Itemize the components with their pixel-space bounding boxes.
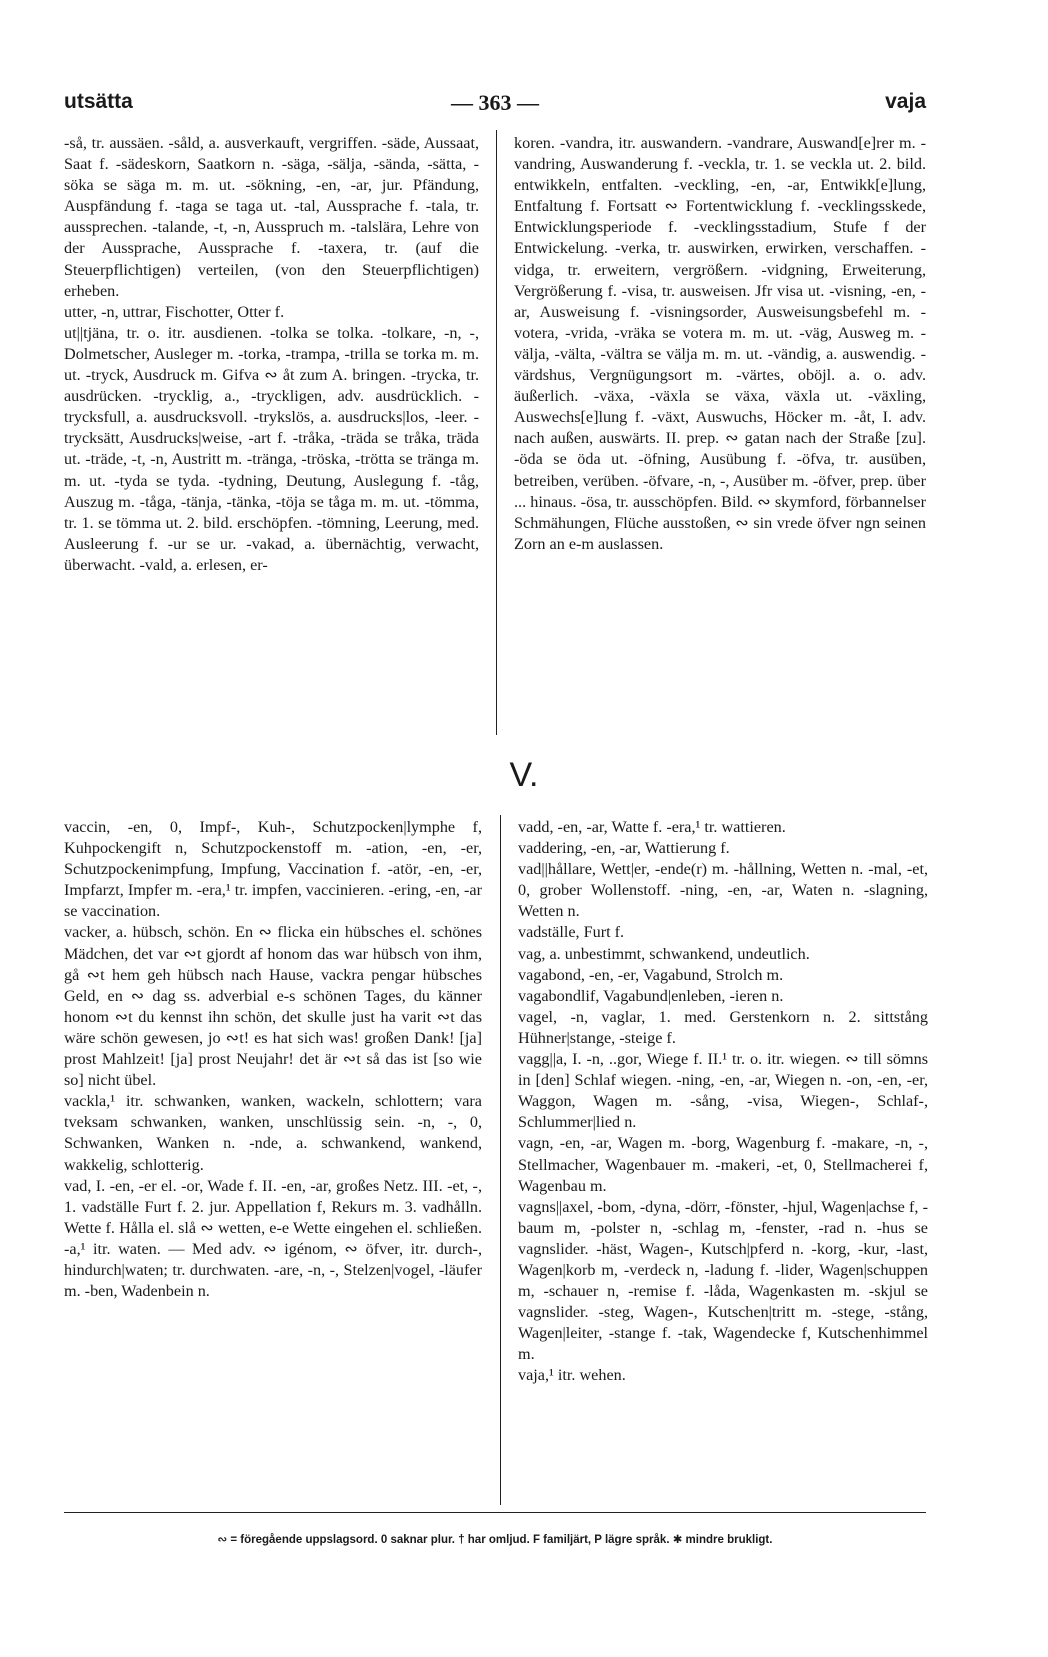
- entry: vaccin, -en, 0, Impf-, Kuh-, Schutzpocken|lymphe f, Kuhpockengift n, Schutzpockenstoff m. -ation, -en, -er, Schutzpockenimpfung, Impfung, Vaccination f. -atör, -en, -er, Impfarzt, Impfer m. -era,¹ tr. impfen, vaccinieren. -ering, -en, -ar se vaccination.: [64, 818, 482, 921]
- entry: vackla,¹ itr. schwanken, wanken, wackeln, schlottern; vara tveksam schwanken, wanken, unschlüssig sein. -n, -, 0, Schwanken, Wanken n. -nde, a. schwankend, wankend, wakkelig, schlotterig.: [64, 1092, 482, 1174]
- footer-rule: [64, 1512, 926, 1513]
- column-2-upper-right: [514, 133, 926, 555]
- right-running-headword: vaja: [885, 90, 926, 113]
- entry: koren. -vandra, itr. auswandern. -vandrare, Auswand[e]rer m. -vandring, Auswanderung f. -veckla, tr. 1. se veckla ut. 2. bild. entwikkeln, entfalten. -veckling, -en, -ar, Entwikk[e]lung, Entfaltung f. Fortsatt ∾ Fortentwicklung f. -vecklingsskede, Entwicklungsperiode f. -vecklingsstadium, Stufe f der Entwickelung. -verka, tr. auswirken, erwirken, verschaffen. -vidga, tr. erweitern, vergrößern. -vidgning, Erweiterung, Vergrößerung f. -visa, tr. ausweisen. Jfr visa ut. -visning, -en, -ar, Ausweisung f. -visningsorder, Ausweisungsbefehl m. -votera, -vrida, -vräka se votera m. m. ut. -väg, Ausweg m. -välja, -välta, -vältra se välja m. m. ut. -vändig, a. auswendig. -värdshus, Vergnügungsort m. -värtes, oböjl. a. o. adv. äußerlich. -växa, -växla se växa, växla ut. -växling, Auswechs[e]lung f. -växt, Auswuchs, Höcker m. -åt, I. adv. nach außen, auswärts. II. prep. ∾ gatan nach der Straße [zu]. -öda se öda ut. -öfning, Ausübung f. -öfva, tr. ausüben, betreiben, verüben. -öfvare, -n, -, Ausüber m. -öfver, prep. über ... hinaus. -ösa, tr. ausschöpfen. Bild. ∾ skymford, förbannelser Schmähungen, Flüche ausstoßen, ∾ sin vrede öfver ngn seinen Zorn an e-m auslassen.: [514, 134, 926, 553]
- entry: vagn, -en, -ar, Wagen m. -borg, Wagenburg f. -makare, -n, -, Stellmacher, Wagenbauer m. -makeri, -et, 0, Stellmacherei f, Wagenbau m.: [518, 1134, 928, 1195]
- column-1-upper-left: [64, 133, 479, 576]
- left-running-headword: utsätta: [64, 90, 133, 113]
- entry: ut||tjäna, tr. o. itr. ausdienen. -tolka se tolka. -tolkare, -n, -, Dolmetscher, Ausleger m. -torka, -trampa, -trilla se torka m. m. ut. -tryck, Ausdruck m. Gifva ∾ åt zum A. bringen. -trycka, tr. ausdrücken. -trycklig, a., -tryckligen, adv. ausdrücklich. -trycksfull, a. ausdrucksvoll. -trykslös, a. ausdrucks|los, -leer. -trycksätt, Ausdrucks|weise, -art f. -tråka, -träda se tråka, träda ut. -träde, -t, -n, Austritt m. -tränga, -tröska, -trötta se tränga m. m. ut. -tyda se tyda. -tydning, Deutung, Auslegung f. -tåg, Auszug m. -tåga, -tänja, -tänka, -töja se tåga m. m. ut. -tömma, tr. 1. se tömma ut. 2. bild. erschöpfen. -tömning, Leerung, med. Ausleerung f. -ur se ur. -vakad, a. übernächtig, verwacht, überwacht. -vald, a. erlesen, er-: [64, 323, 479, 574]
- abbreviation-legend: ∾ = föregående uppslagsord. 0 saknar plur. † har omljud. F familjärt, P lägre språk. ✱ mindre brukligt.: [217, 1534, 773, 1546]
- entry: vadställe, Furt f.: [518, 923, 625, 942]
- entry: vacker, a. hübsch, schön. En ∾ flicka ein hübsches el. schönes Mädchen, det var ∾t gjordt af honom das war hübsch von ihm, gå ∾t hem geh hübsch nach Hause, vackra pengar hübsches Geld, en ∾ dag ss. adverbial e-s schönen Tages, du känner honom ∾t du kennst ihn schön, det skulle just ha varit ∾t das wäre schön gewesen, jo ∾t! es hat sich was! großen Dank! [ja] prost Mahlzeit! [ja] prost Neujahr! det är ∾t så das ist [so wie so] nicht übel.: [64, 923, 482, 1090]
- entry: vaddering, -en, -ar, Wattierung f.: [518, 839, 730, 858]
- page-number: — 363 —: [451, 90, 539, 115]
- entry: vagg||a, I. -n, ..gor, Wiege f. II.¹ tr. o. itr. wiegen. ∾ till sömns in [den] Schlaf wiegen. -ning, -en, -ar, Wiegen n. -on, -en, -er, Waggon, Wagen m. -sång, -visa, Wiegen-, Schlaf-, Schlummer|lied n.: [518, 1050, 928, 1132]
- entry: vagns||axel, -bom, -dyna, -dörr, -fönster, -hjul, Wagen|achse f, -baum m, -polster n, -schlag m, -fenster, -rad n. -hus se vagnslider. -häst, Wagen-, Kutsch|pferd n. -korg, -kur, -last, Wagen|korb m, -verdeck n, -ladung f. -lider, Wagen|schuppen m, -schauer n, -remise f. -låda, Wagenkasten m. -skjul se vagnslider. -steg, Wagen-, Kutschen|tritt m. -stege, -stång, Wagen|leiter, -stange f. -tak, Wagendecke f, Kutschenhimmel m.: [518, 1197, 928, 1364]
- section-letter: V.: [509, 756, 539, 794]
- entry: vag, a. unbestimmt, schwankend, undeutlich.: [518, 944, 810, 963]
- entry: vad, I. -en, -er el. -or, Wade f. II. -en, -ar, großes Netz. III. -et, -, 1. vadställe Furt f. 2. jur. Appellation f, Rekurs m. 3. vadhålln. Wette f. Hålla el. slå ∾ wetten, e-e Wette eingehen el. schließen. -a,¹ itr. waten. — Med adv. ∾ igénom, ∾ öfver, itr. durch-, hindurch|waten; tr. durchwaten. -are, -n, -, Stelzen|vogel, -läufer m. -ben, Wadenbein n.: [64, 1176, 482, 1301]
- entry: utter, -n, uttrar, Fischotter, Otter f.: [64, 302, 285, 321]
- column-3-lower-left: [64, 817, 482, 1302]
- entry: -så, tr. aussäen. -såld, a. ausverkauft, vergriffen. -säde, Aussaat, Saat f. -sädeskorn, Saatkorn n. -säga, -sälja, -sända, -sätta, -söka se säga m. m. ut. -sökning, -en, -ar, jur. Pfändung, Auspfändung f. -taga se taga ut. -tal, Aussprache f. -tala, tr. aussprechen. -talande, -t, -n, Ausspruch m. -talslära, Lehre von der Aussprache, Aussprache f. -taxera, tr. (auf die Steuerpflichtigen) verteilen, (von den Steuerpflichtigen) erheben.: [64, 134, 479, 300]
- entry: vadd, -en, -ar, Watte f. -era,¹ tr. wattieren.: [518, 818, 786, 836]
- column-divider-lower: [500, 815, 501, 1505]
- entry: vagabondlif, Vagabund|enleben, -ieren n.: [518, 986, 784, 1005]
- entry: vad||hållare, Wett|er, -ende(r) m. -hållning, Wetten n. -mal, -et, 0, grober Wollenstoff. -ning, -en, -ar, Waten n. -slagning, Wetten n.: [518, 860, 928, 921]
- entry: vagabond, -en, -er, Vagabund, Strolch m.: [518, 965, 784, 984]
- entry: vaja,¹ itr. wehen.: [518, 1366, 626, 1385]
- page-header: [64, 90, 926, 120]
- column-4-lower-right: [518, 817, 928, 1387]
- column-divider-upper: [496, 130, 497, 735]
- entry: vagel, -n, vaglar, 1. med. Gerstenkorn n. 2. sittstång Hühner|stange, -steige f.: [518, 1007, 928, 1047]
